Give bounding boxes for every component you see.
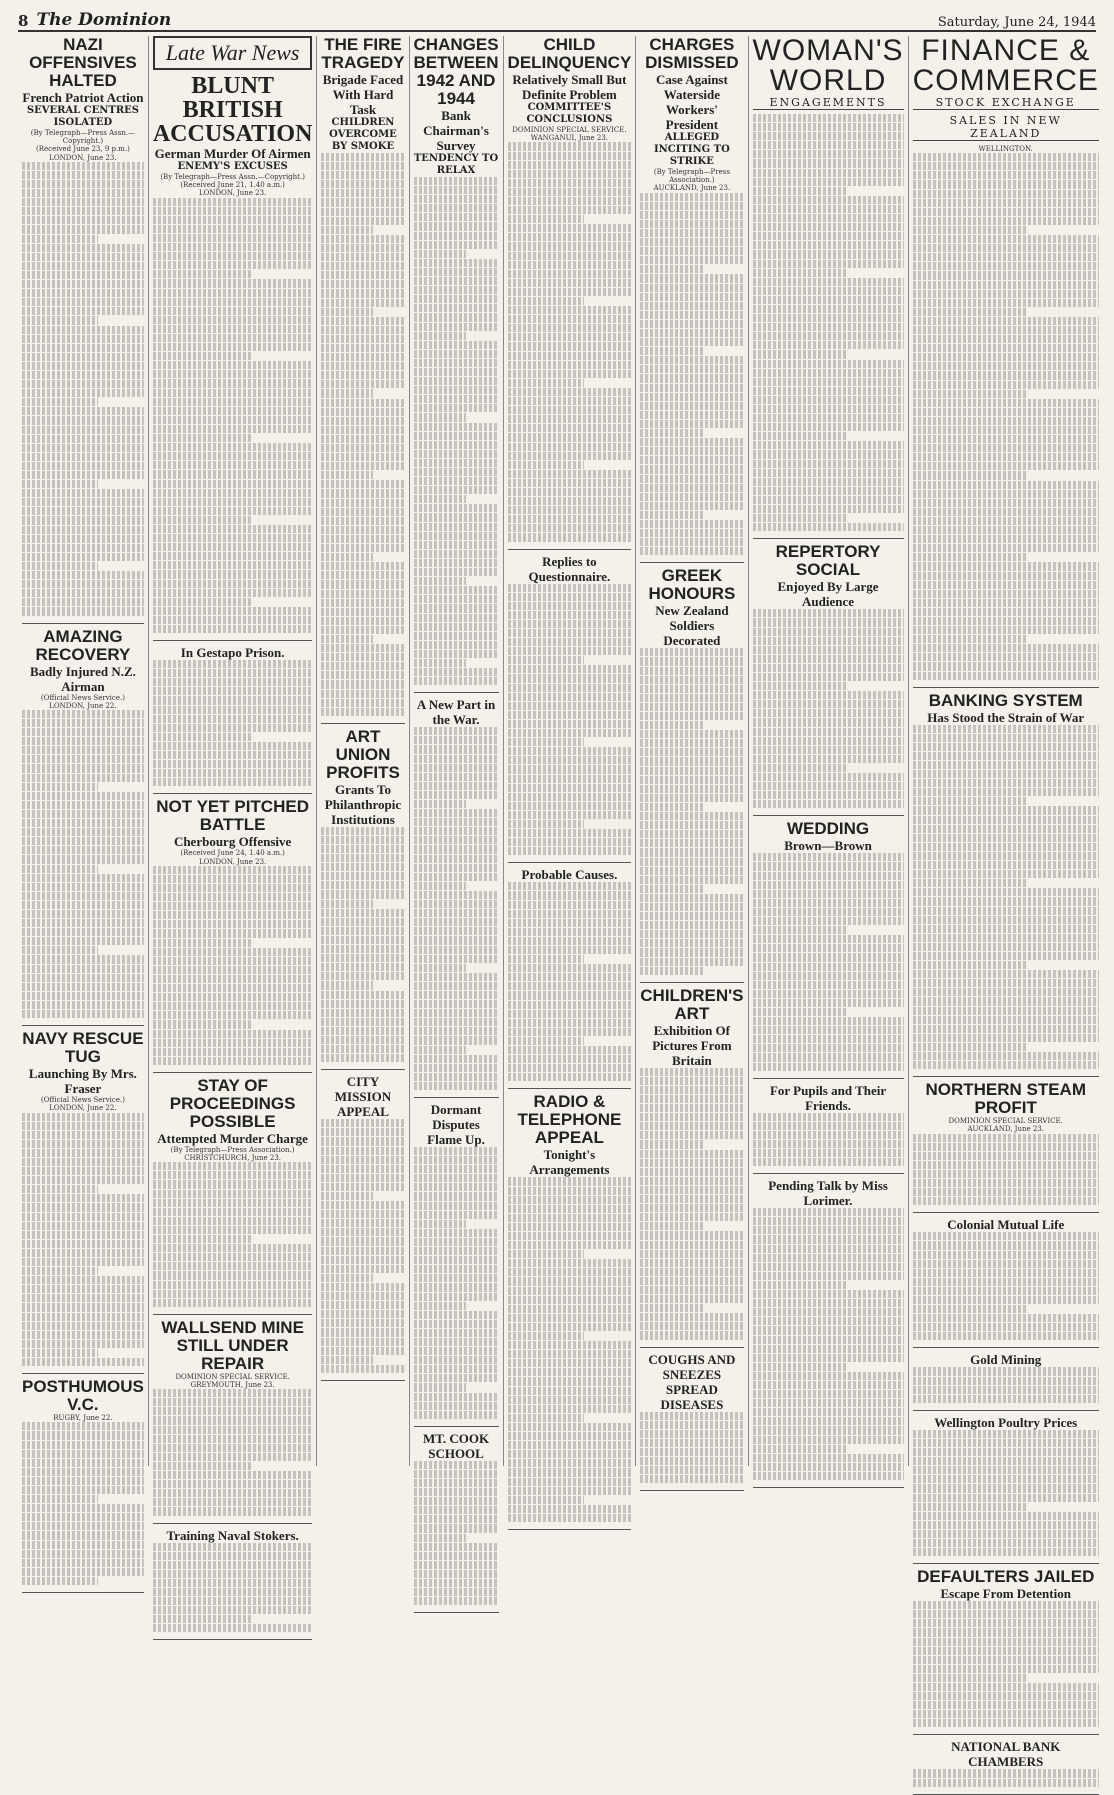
- column-7: [749, 36, 909, 1466]
- article-divider: [414, 1612, 499, 1613]
- dateline: DOMINION SPECIAL SERVICE.: [948, 1117, 1063, 1126]
- article-headline: COUGHS AND SNEEZES SPREAD DISEASES: [648, 1351, 736, 1412]
- masthead: [18, 8, 1096, 32]
- article-subheading: Tonight's Arrangements: [529, 1147, 610, 1178]
- article-body-text: [640, 648, 743, 975]
- article-subheading: Brigade Faced With Hard Task: [322, 72, 404, 117]
- dateline: (Official News Service.): [40, 693, 125, 702]
- article-divider: [321, 1069, 404, 1070]
- article-divider: [153, 793, 313, 794]
- article-body-text: [153, 660, 313, 787]
- column-1: [18, 36, 149, 1466]
- dateline: (By Telegraph—Press Association.): [653, 168, 730, 185]
- article-divider: [153, 640, 313, 641]
- article-body-text: [508, 882, 632, 1082]
- article: [753, 1083, 904, 1168]
- article-divider: [913, 1347, 1099, 1348]
- article-subheading: ENEMY'S EXCUSES: [177, 161, 288, 172]
- article-headline: CHILD DELINQUENCY: [507, 35, 632, 72]
- article-headline: A New Part in the War.: [416, 697, 496, 728]
- article-subheading: TENDENCY TO RELAX: [413, 153, 499, 176]
- article-body-text: [414, 1461, 499, 1607]
- article: [321, 36, 404, 717]
- article-subheading: Grants To Philanthropic Institutions: [324, 781, 402, 827]
- article: [414, 36, 499, 686]
- column-2: [149, 36, 318, 1543]
- article-headline: ART UNION PROFITS: [326, 726, 400, 782]
- article-subheading: Escape From Detention: [940, 1586, 1071, 1602]
- article: [753, 1178, 904, 1481]
- article-headline: WEDDING: [786, 819, 870, 839]
- article-body-text: [753, 1113, 904, 1168]
- article-body-text: [508, 1177, 632, 1523]
- article-body-text: [640, 193, 743, 557]
- dateline: LONDON, June 23.: [198, 857, 267, 866]
- article-body-text: [414, 177, 499, 686]
- article-divider: [508, 1529, 632, 1530]
- article-headline: CHILDREN'S ART: [640, 985, 744, 1023]
- article: [913, 1415, 1099, 1557]
- dateline: LONDON, June 22.: [49, 1104, 117, 1113]
- article-subheading: Case Against Waterside Workers' President: [655, 72, 728, 132]
- dateline: LONDON, June 23.: [49, 153, 117, 162]
- article-body-text: [321, 827, 404, 1063]
- article-divider: [22, 623, 144, 624]
- column-8: [909, 34, 1103, 1770]
- article-divider: [22, 1025, 144, 1026]
- article-divider: [153, 1314, 313, 1315]
- article-divider: [640, 1347, 743, 1348]
- article-body-text: [22, 710, 144, 1019]
- article-subheading: Exhibition Of Pictures From Britain: [652, 1022, 732, 1068]
- article-divider: [640, 982, 743, 983]
- article: [913, 1568, 1099, 1728]
- article-headline: GREEK HONOURS: [648, 566, 736, 604]
- article-divider: [321, 1380, 404, 1381]
- dateline: (By Telegraph—Press Assn.—Copyright.): [30, 129, 136, 146]
- article: [913, 1081, 1099, 1206]
- article: [153, 36, 313, 634]
- article-subheading: Enjoyed By Large Audience: [777, 579, 879, 610]
- article: [153, 1319, 313, 1517]
- article-headline: POSTHUMOUS V.C.: [22, 1377, 144, 1415]
- article-subheading: SALES IN NEW ZEALAND: [913, 114, 1099, 141]
- article-divider: [913, 1563, 1099, 1564]
- article-body-text: [913, 1430, 1099, 1557]
- article-body-text: [153, 1389, 313, 1516]
- article-body-text: [913, 725, 1099, 1071]
- article-headline: Probable Causes.: [521, 867, 618, 883]
- article-body-text: [913, 1232, 1099, 1341]
- article-subheading: Has Stood the Strain of War: [927, 709, 1085, 725]
- article-subheading: Attempted Murder Charge: [157, 1130, 308, 1146]
- article-subheading: Cherbourg Offensive: [173, 834, 292, 850]
- article-subheading: ENGAGEMENTS: [753, 96, 904, 110]
- article-body-text: [153, 866, 313, 1066]
- article-body-text: [508, 584, 632, 857]
- article: [913, 692, 1099, 1071]
- article-headline: CITY MISSION APPEAL: [334, 1074, 392, 1120]
- article-divider: [508, 1088, 632, 1089]
- article-body-text: [153, 198, 313, 635]
- article-divider: [640, 562, 743, 563]
- article: [22, 36, 144, 617]
- page-number: 8: [18, 12, 29, 30]
- article-body-text: [913, 1367, 1099, 1403]
- article-headline: Training Naval Stokers.: [166, 1527, 299, 1543]
- article-subheading: New Zealand Soldiers Decorated: [655, 603, 729, 649]
- article-divider: [913, 687, 1099, 688]
- article-headline: RADIO & TELEPHONE APPEAL: [517, 1092, 622, 1148]
- dateline: (Received June 23, 9 p.m.): [36, 145, 130, 154]
- article-headline: Colonial Mutual Life: [947, 1217, 1065, 1233]
- article: [153, 1528, 313, 1634]
- article: [913, 36, 1099, 681]
- article-subheading: Bank Chairman's Survey: [423, 108, 489, 153]
- article-headline: For Pupils and Their Friends.: [769, 1082, 887, 1113]
- article-divider: [414, 1426, 499, 1427]
- dateline: WELLINGTON.: [978, 145, 1033, 153]
- article-headline: NORTHERN STEAM PROFIT: [925, 1080, 1086, 1118]
- article-subheading: CHILDREN OVERCOME BY SMOKE: [329, 117, 397, 152]
- dateline: GREYMOUTH, June 23.: [190, 1381, 275, 1389]
- article-headline: NAZI OFFENSIVES HALTED: [29, 35, 137, 90]
- article-headline: AMAZING RECOVERY: [35, 626, 131, 664]
- article-headline: Dormant Disputes Flame Up.: [427, 1102, 485, 1147]
- article-headline: Pending Talk by Miss Lorimer.: [768, 1178, 888, 1209]
- article-headline: DEFAULTERS JAILED: [917, 1567, 1095, 1587]
- article-divider: [753, 1078, 904, 1079]
- article: [508, 36, 632, 543]
- dateline: (Official News Service.): [40, 1096, 125, 1105]
- article-body-text: [913, 1134, 1099, 1207]
- article: [153, 645, 313, 787]
- article-divider: [913, 1212, 1099, 1213]
- dateline: (By Telegraph—Press Assn.—Copyright.): [160, 173, 305, 181]
- article-body-text: [753, 609, 904, 809]
- article-headline: NOT YET PITCHED BATTLE: [156, 797, 309, 835]
- article-headline: In Gestapo Prison.: [180, 645, 285, 661]
- issue-date: Saturday, June 24, 1944: [937, 15, 1096, 30]
- article-body-text: [414, 727, 499, 1091]
- article-body-text: [913, 1769, 1099, 1787]
- article-headline: NATIONAL BANK CHAMBERS: [951, 1739, 1061, 1770]
- article-headline: FINANCE & COMMERCE: [912, 34, 1099, 97]
- article: [640, 36, 743, 556]
- article: [321, 728, 404, 1063]
- article-headline: Replies to Questionnaire.: [528, 553, 611, 584]
- dateline: AUCKLAND, June 23.: [967, 1125, 1044, 1134]
- dateline: DOMINION SPECIAL SERVICE.: [512, 126, 627, 134]
- article-divider: [153, 1523, 313, 1524]
- article: [22, 1378, 144, 1586]
- article-subheading: Launching By Mrs. Fraser: [28, 1066, 137, 1097]
- article-body-text: [753, 853, 904, 1071]
- column-4: [410, 36, 504, 1466]
- article: [640, 567, 743, 975]
- article: [913, 1352, 1099, 1403]
- newspaper-title: The Dominion: [36, 10, 172, 30]
- article-headline: THE FIRE TRAGEDY: [321, 35, 405, 72]
- article-divider: [753, 1173, 904, 1174]
- dateline: AUCKLAND, June 23.: [653, 184, 731, 193]
- article-headline: NAVY RESCUE TUG: [22, 1029, 144, 1067]
- article-body-text: [640, 1068, 743, 1341]
- article-headline: Gold Mining: [970, 1352, 1042, 1368]
- article-body-text: [913, 1601, 1099, 1728]
- article-divider: [913, 1076, 1099, 1077]
- article: [414, 697, 499, 1091]
- article-divider: [508, 862, 632, 863]
- column-6: [636, 36, 748, 1466]
- article-subheading: ALLEGED INCITING TO STRIKE: [653, 132, 730, 167]
- article-body-text: [753, 114, 904, 532]
- article-divider: [153, 1639, 313, 1640]
- article-body-text: [414, 1147, 499, 1420]
- article-subheading: Relatively Small But Definite Problem: [512, 72, 627, 102]
- article: [22, 1030, 144, 1367]
- article-body-text: [321, 1119, 404, 1374]
- article-subheading: Brown—Brown: [784, 838, 872, 854]
- article-body-text: [508, 142, 632, 542]
- article-divider: [753, 538, 904, 539]
- article: [321, 1074, 404, 1374]
- article: [753, 543, 904, 809]
- article-body-text: [22, 1113, 144, 1368]
- dateline: WANGANUI, June 23.: [530, 134, 609, 143]
- article-subheading: STOCK EXCHANGE: [913, 96, 1099, 110]
- article-body-text: [640, 1412, 743, 1485]
- article-headline: Late War News: [153, 36, 313, 70]
- article-headline: MT. COOK SCHOOL: [422, 1430, 490, 1461]
- article: [22, 628, 144, 1020]
- article: [913, 1217, 1099, 1341]
- article-divider: [753, 1487, 904, 1488]
- article-body-text: [153, 1162, 313, 1308]
- article-headline: CHANGES BETWEEN 1942 AND 1944: [413, 35, 499, 108]
- article: [508, 867, 632, 1082]
- article: [753, 36, 904, 532]
- article-divider: [414, 692, 499, 693]
- article: [753, 820, 904, 1071]
- article-headline: CHARGES DISMISSED: [645, 35, 739, 72]
- article-divider: [414, 1097, 499, 1098]
- dateline: LONDON, June 23.: [198, 189, 267, 198]
- article-body-text: [22, 1422, 144, 1586]
- dateline: LONDON, June 22.: [49, 701, 117, 710]
- article-headline: BANKING SYSTEM: [928, 690, 1083, 710]
- article: [414, 1102, 499, 1420]
- article-divider: [753, 815, 904, 816]
- article-body-text: [321, 153, 404, 717]
- article-body-text: [913, 153, 1099, 680]
- article-divider: [321, 723, 404, 724]
- article-body-text: [153, 1543, 313, 1634]
- article-subheading: BLUNT BRITISH ACCUSATION: [152, 73, 313, 147]
- article: [414, 1431, 499, 1607]
- article-headline: WOMAN'S WORLD: [752, 34, 904, 97]
- article: [640, 987, 743, 1341]
- column-3: [317, 36, 409, 1466]
- article-headline: STAY OF PROCEEDINGS POSSIBLE: [169, 1075, 296, 1131]
- dateline: RUGBY, June 22.: [53, 1414, 113, 1423]
- article-divider: [913, 1734, 1099, 1735]
- article-subheading: French Patriot Action: [22, 90, 144, 105]
- article-divider: [22, 1592, 144, 1593]
- dateline: (Received June 21, 1.40 a.m.): [180, 181, 285, 190]
- article-divider: [508, 549, 632, 550]
- newspaper-columns: [18, 34, 1099, 1770]
- article-subheading: COMMITTEE'S CONCLUSIONS: [526, 102, 613, 125]
- article-body-text: [753, 1208, 904, 1481]
- dateline: (By Telegraph—Press Association.): [170, 1145, 295, 1154]
- article: [153, 798, 313, 1065]
- article-subheading: Badly Injured N.Z. Airman: [29, 663, 136, 694]
- column-5: [504, 36, 637, 1466]
- dateline: CHRISTCHURCH, June 23.: [184, 1154, 282, 1163]
- article-headline: Wellington Poultry Prices: [934, 1414, 1078, 1430]
- article-headline: REPERTORY SOCIAL: [775, 542, 881, 580]
- article-divider: [913, 1410, 1099, 1411]
- article: [913, 1739, 1099, 1787]
- article-divider: [22, 1373, 144, 1374]
- article: [508, 1093, 632, 1523]
- dateline: DOMINION SPECIAL SERVICE.: [175, 1372, 290, 1381]
- article-divider: [153, 1072, 313, 1073]
- article: [153, 1077, 313, 1308]
- article-body-text: [22, 162, 144, 617]
- article: [640, 1352, 743, 1485]
- article: [508, 554, 632, 857]
- article-divider: [640, 1490, 743, 1491]
- article-subheading: SEVERAL CENTRES ISOLATED: [26, 105, 139, 128]
- article-subheading: German Murder Of Airmen: [154, 146, 311, 161]
- article-headline: WALLSEND MINE STILL UNDER REPAIR: [161, 1317, 304, 1373]
- dateline: (Received June 24, 1.40 a.m.): [180, 849, 285, 858]
